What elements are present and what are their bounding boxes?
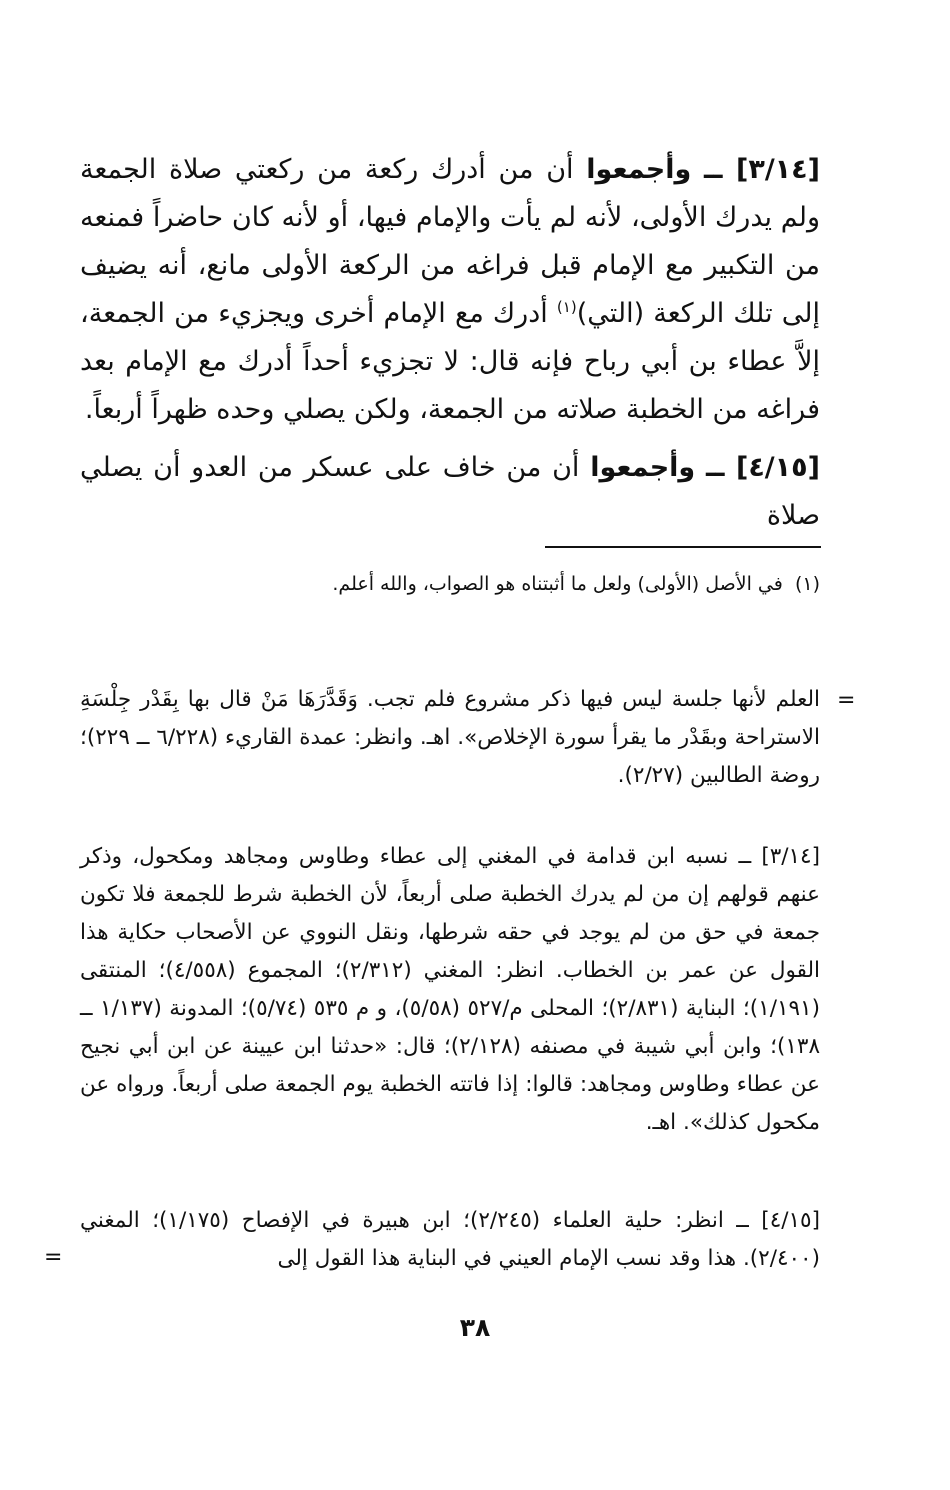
page-number: ٣٨	[459, 1313, 491, 1342]
paragraph-entry-14	[80, 146, 820, 434]
entry-text: أن من خاف على عسكر من العدو أن يصلي صلاة	[80, 452, 820, 531]
entry-marker: [٤/١٥] ــ	[705, 452, 820, 483]
paragraph-entry-15	[80, 444, 820, 540]
entry-keyword: وأجمعوا	[590, 452, 696, 483]
entry-marker: [٣/١٤] ــ	[704, 154, 820, 185]
footnote-separator	[545, 546, 821, 548]
footnote-number: (١)	[794, 573, 820, 595]
commentary-continued: العلم لأنها جلسة ليس فيها ذكر مشروع فلم تجب. وَقَدَّرَهَا مَنْ قال بها بِقَدْر جِلْسَةِ الاستراحة وبقَدْر ما يقرأ سورة الإخلاص». اهـ. وانظر: عمدة القاريء (٦/٢٢٨ ــ ٢٢٩)؛ روضة الطالبين (٢/٢٧).	[80, 687, 820, 788]
entry-keyword: وأجمعوا	[586, 154, 692, 185]
main-text	[80, 146, 820, 550]
footnote	[80, 567, 820, 601]
trailing-continuation-mark: =	[44, 1245, 63, 1270]
continuation-mark: =	[837, 688, 856, 713]
entry-text-continued: أدرك مع الإمام أخرى ويجزيء من الجمعة، إلاَّ عطاء بن أبي رباح فإنه قال: لا تجزيء أحداً أدرك مع الإمام بعد فراغه من الخطبة صلاته من الجمعة، ولكن يصلي وحده ظهراً أربعاً.	[80, 298, 820, 425]
footnote-text: في الأصل (الأولى) ولعل ما أثبتناه هو الصواب، والله أعلم.	[332, 573, 783, 595]
commentary-note-14: [٣/١٤] ــ نسبه ابن قدامة في المغني إلى عطاء وطاوس ومجاهد ومكحول، وذكر عنهم قولهم إن من لم يدرك الخطبة صلى أربعاً، لأن الخطبة شرط للجمعة فلا تكون جمعة في حق من لم يوجد في حقه شرطها، ونقل النووي عن الأصحاب حكاية هذا القول عن عمر بن الخطاب. انظر: المغني (٢/٣١٢)؛ المجموع (٤/٥٥٨)؛ المنتقى (١/١٩١)؛ البناية (٢/٨٣١)؛ المحلى م/٥٢٧ (٥/٥٨)، و م ٥٣٥ (٥/٧٤)؛ المدونة (١/١٣٧ ــ ١٣٨)؛ وابن أبي شيبة في مصنفه (٢/١٢٨)؛ قال: «حدثنا ابن عيينة عن ابن أبي نجيح عن عطاء وطاوس ومجاهد: قالوا: إذا فاتته الخطبة يوم الجمعة صلى أربعاً. ورواه عن مكحول كذلك». اهـ.	[80, 844, 820, 1135]
commentary-note-15: [٤/١٥] ــ انظر: حلية العلماء (٢/٢٤٥)؛ ابن هبيرة في الإفصاح (١/١٧٥)؛ المغني (٢/٤٠٠). هذا وقد نسب الإمام العيني في البناية هذا القول إلى	[80, 1208, 820, 1271]
footnote-reference: (١)	[556, 298, 577, 316]
entry-text: أن من أدرك ركعة من ركعتي صلاة الجمعة ولم يدرك الأولى، لأنه لم يأت والإمام فيها، أو لأنه كان حاضراً فمنعه من التكبير مع الإمام قبل فراغه من الركعة الأولى مانع، أنه يضيف إلى تلك الركعة (التي)	[80, 154, 820, 329]
